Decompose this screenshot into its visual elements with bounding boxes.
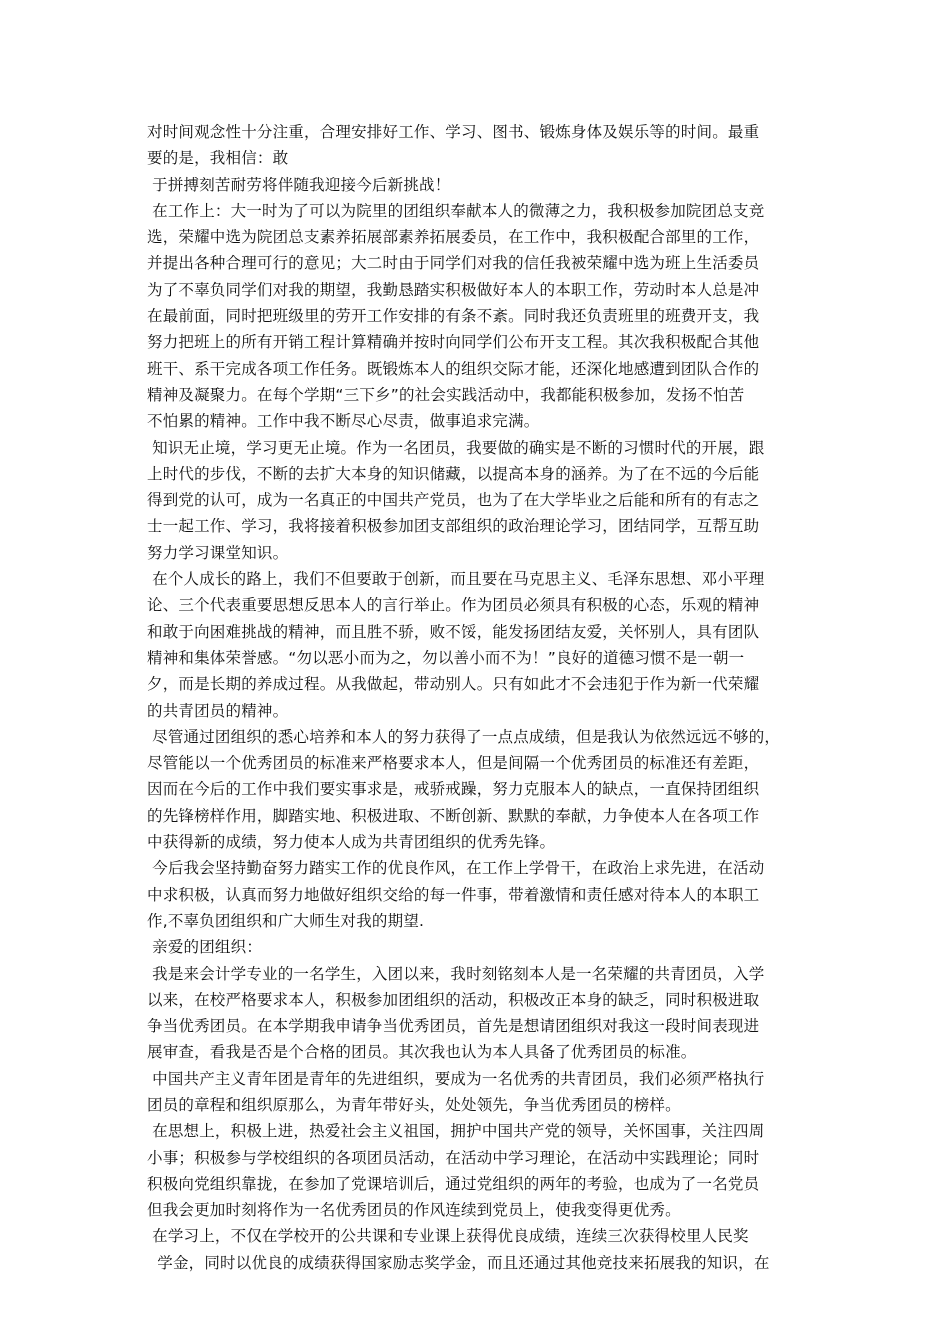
body-text — [147, 119, 817, 1276]
text-line: 学金，同时以优良的成绩获得国家励志奖学金，而且还通过其他竞技来拓展我的知识，在 — [147, 1253, 770, 1272]
text-line: 我是来会计学专业的一名学生，入团以来，我时刻铭刻本人是一名荣耀的共青团员，入学 — [147, 964, 765, 983]
text-line: 在个人成长的路上，我们不但要敢于创新，而且要在马克思主义、毛泽东思想、邓小平理 — [147, 570, 765, 589]
text-line: 论、三个代表重要思想反思本人的言行举止。作为团员必须具有积极的心态，乐观的精神 — [147, 596, 760, 615]
text-line: 在工作上：大一时为了可以为院里的团组织奉献本人的微薄之力，我积极参加院团总支竞 — [147, 201, 765, 220]
text-line: 的先锋榜样作用，脚踏实地、积极进取、不断创新、默默的奉献，力争使本人在各项工作 — [147, 806, 760, 825]
text-line: 展审查，看我是否是个合格的团员。其次我也认为本人具备了优秀团员的标准。 — [147, 1043, 697, 1062]
text-line: 于拼搏刻苦耐劳将伴随我迎接今后新挑战！ — [147, 175, 451, 194]
text-line: 努力把班上的所有开销工程计算精确并按时向同学们公布开支工程。其次我积极配合其他 — [147, 333, 760, 352]
text-line: 中求积极，认真而努力地做好组织交给的每一件事，带着激情和责任感对待本人的本职工 — [147, 885, 760, 904]
text-line: 班干、系干完成各项工作任务。既锻炼本人的组织交际才能，还深化地感遭到团队合作的 — [147, 359, 760, 378]
text-line: 选，荣耀中选为院团总支素养拓展部素养拓展委员，在工作中，我积极配合部里的工作， — [147, 228, 760, 247]
text-line: 不怕累的精神。工作中我不断尽心尽责，做事追求完满。 — [147, 412, 540, 431]
text-line: 积极向党组织靠拢，在参加了党课培训后，通过党组织的两年的考验，也成为了一名党员 — [147, 1174, 760, 1193]
text-line: 今后我会坚持勤奋努力踏实工作的优良作风，在工作上学骨干，在政治上求先进，在活动 — [147, 859, 765, 878]
text-line: 团员的章程和组织原那么，为青年带好头，处处领先，争当优秀团员的榜样。 — [147, 1095, 681, 1114]
text-line: 的共青团员的精神。 — [147, 701, 289, 720]
text-line: 以来，在校严格要求本人，积极参加团组织的活动，积极改正本身的缺乏，同时积极进取 — [147, 990, 760, 1009]
text-line: 并提出各种合理可行的意见；大二时由于同学们对我的信任我被荣耀中选为班上生活委员 — [147, 254, 760, 273]
text-line: 中获得新的成绩，努力使本人成为共青团组织的优秀先锋。 — [147, 833, 556, 852]
text-line: 士一起工作、学习，我将接着积极参加团支部组织的政治理论学习，团结同学，互帮互助 — [147, 517, 760, 536]
text-line: 在学习上，不仅在学校开的公共课和专业课上获得优良成绩，连续三次获得校里人民奖 — [147, 1227, 749, 1246]
text-line: 在最前面，同时把班级里的劳开工作安排的有条不紊。同时我还负责班里的班费开支，我 — [147, 307, 760, 326]
text-line: 努力学习课堂知识。 — [147, 543, 289, 562]
text-line: 但我会更加时刻将作为一名优秀团员的作风连续到党员上，使我变得更优秀。 — [147, 1201, 681, 1220]
text-line: 夕，而是长期的养成过程。从我做起，带动别人。只有如此才不会违犯于作为新一代荣耀 — [147, 675, 760, 694]
text-line: 在思想上，积极上进，热爱社会主义祖国，拥护中国共产党的领导，关怀国事，关注四周 — [147, 1122, 765, 1141]
text-line: 中国共产主义青年团是青年的先进组织，要成为一名优秀的共青团员，我们必须严格执行 — [147, 1069, 765, 1088]
text-line: 尽管能以一个优秀团员的标准来严格要求本人，但是间隔一个优秀团员的标准还有差距， — [147, 754, 760, 773]
text-line: 和敢于向困难挑战的精神，而且胜不骄，败不馁，能发扬团结友爱，关怀别人，具有团队 — [147, 622, 760, 641]
text-line: 为了不辜负同学们对我的期望，我勤恳踏实积极做好本人的本职工作，劳动时本人总是冲 — [147, 280, 760, 299]
text-line: 争当优秀团员。在本学期我申请争当优秀团员，首先是想请团组织对我这一段时间表现进 — [147, 1017, 760, 1036]
text-line: 亲爱的团组织： — [147, 938, 263, 957]
text-line: 尽管通过团组织的悉心培养和本人的努力获得了一点点成绩，但是我认为依然远远不够的， — [147, 727, 781, 746]
text-line: 因而在今后的工作中我们要实事求是，戒骄戒躁，努力克服本人的缺点，一直保持团组织 — [147, 780, 760, 799]
text-line: 精神及凝聚力。在每个学期“三下乡”的社会实践活动中，我都能积极参加，发扬不怕苦 — [147, 385, 745, 404]
text-line: 小事；积极参与学校组织的各项团员活动，在活动中学习理论，在活动中实践理论；同时 — [147, 1148, 760, 1167]
text-line: 知识无止境，学习更无止境。作为一名团员，我要做的确实是不断的习惯时代的开展，跟 — [147, 438, 765, 457]
text-line: 得到党的认可，成为一名真正的中国共产党员，也为了在大学毕业之后能和所有的有志之 — [147, 491, 760, 510]
text-line: 作,不辜负团组织和广大师生对我的期望. — [147, 911, 425, 930]
text-line: 对时间观念性十分注重，合理安排好工作、学习、图书、锻炼身体及娱乐等的时间。最重 — [147, 123, 760, 141]
text-line: 上时代的步伐，不断的去扩大本身的知识储藏，以提高本身的涵养。为了在不远的今后能 — [147, 464, 760, 483]
text-line: 要的是，我相信：敢 — [147, 149, 289, 168]
text-line: 精神和集体荣誉感。“勿以恶小而为之，勿以善小而不为！”良好的道德习惯不是一朝一 — [147, 648, 745, 667]
